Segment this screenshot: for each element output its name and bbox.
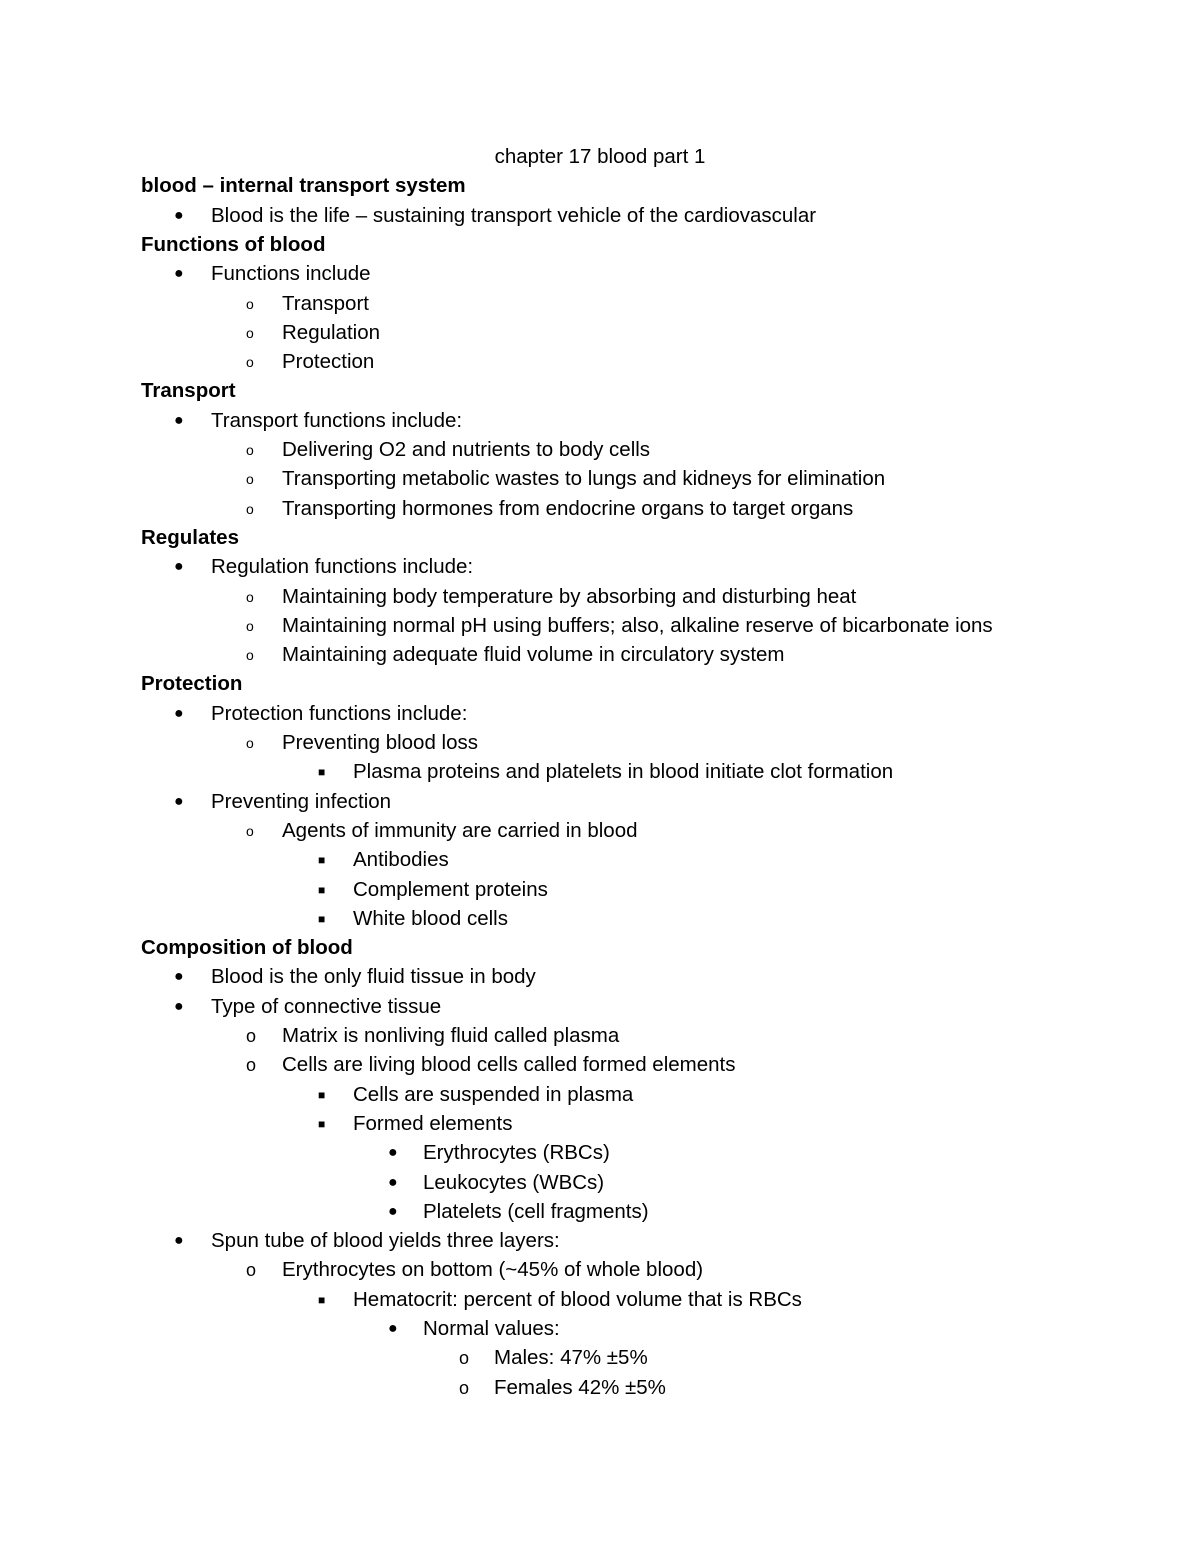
- ring-bullet-icon: o: [246, 324, 254, 341]
- list-item: [0, 1050, 1200, 1080]
- heading-text: Transport: [141, 379, 236, 403]
- list-item: [0, 552, 1200, 582]
- item-text: Delivering O2 and nutrients to body cells: [282, 438, 651, 461]
- list-item: [0, 435, 1200, 465]
- heading-text: Regulates: [141, 525, 239, 549]
- dot-bullet-icon: ●: [174, 1232, 184, 1250]
- list-item: [0, 640, 1200, 670]
- item-text: Plasma proteins and platelets in blood initiate clot formation: [353, 760, 894, 784]
- list-item: [0, 1197, 1200, 1227]
- item-text: Agents of immunity are carried in blood: [282, 818, 638, 842]
- list-item: [0, 787, 1200, 817]
- item-text: Males: 47% ±5%: [494, 1346, 648, 1370]
- item-text: White blood cells: [353, 906, 508, 930]
- dot-bullet-icon: ●: [174, 968, 184, 986]
- list-item: [0, 289, 1200, 319]
- list-item: [0, 1168, 1200, 1198]
- list-item: [0, 611, 1200, 641]
- square-bullet-icon: ■: [318, 1292, 326, 1307]
- ring-bullet-icon: o: [246, 735, 254, 751]
- item-text: Preventing infection: [211, 789, 392, 813]
- ring-bullet-icon: o: [246, 822, 254, 839]
- section-heading: [0, 230, 1200, 260]
- list-item: [0, 1138, 1200, 1168]
- square-bullet-icon: ■: [318, 882, 326, 897]
- square-bullet-icon: ■: [318, 911, 326, 926]
- dot-bullet-icon: ●: [388, 1202, 398, 1220]
- list-item: [0, 992, 1200, 1022]
- item-text: Normal values:: [423, 1317, 560, 1340]
- list-item: [0, 757, 1200, 787]
- dot-bullet-icon: ●: [388, 1320, 398, 1337]
- list-item: [0, 1373, 1200, 1403]
- list-item: [0, 582, 1200, 612]
- list-item: [0, 1226, 1200, 1256]
- square-bullet-icon: ■: [318, 1087, 326, 1102]
- square-bullet-icon: ■: [318, 765, 326, 780]
- dot-bullet-icon: ●: [174, 558, 184, 576]
- ring-bullet-icon: o: [246, 647, 254, 664]
- dot-bullet-icon: ●: [174, 792, 184, 810]
- dot-bullet-icon: ●: [174, 206, 184, 224]
- list-item: [0, 201, 1200, 231]
- o-bullet-icon: o: [246, 1055, 257, 1076]
- section-heading: [0, 523, 1200, 553]
- section-heading: [0, 376, 1200, 406]
- list-item: [0, 406, 1200, 436]
- item-text: Protection: [282, 350, 375, 374]
- item-text: Cells are suspended in plasma: [353, 1082, 634, 1106]
- list-item: [0, 1109, 1200, 1139]
- item-text: Hematocrit: percent of blood volume that is RBCs: [353, 1287, 802, 1311]
- list-item: [0, 904, 1200, 934]
- dot-bullet-icon: ●: [174, 704, 184, 722]
- list-item: [0, 318, 1200, 348]
- o-bullet-icon: o: [459, 1377, 470, 1398]
- heading-text: Composition of blood: [141, 936, 353, 960]
- o-bullet-icon: o: [459, 1348, 470, 1369]
- item-text: Platelets (cell fragments): [423, 1199, 649, 1223]
- page-title: chapter 17 blood part 1: [494, 145, 706, 168]
- item-text: Blood is the life – sustaining transport vehicle of the cardiovascular: [211, 203, 817, 227]
- list-item: [0, 464, 1200, 494]
- item-text: Transporting hormones from endocrine organs to target organs: [282, 496, 854, 520]
- o-bullet-icon: o: [246, 1026, 257, 1046]
- list-item: [0, 1021, 1200, 1051]
- section-heading: [0, 933, 1200, 963]
- item-text: Transport: [282, 291, 369, 315]
- ring-bullet-icon: o: [246, 617, 254, 634]
- heading-text: Functions of blood: [141, 232, 326, 256]
- item-text: Leukocytes (WBCs): [423, 1170, 605, 1194]
- heading-text: blood – internal transport system: [141, 174, 466, 198]
- dot-bullet-icon: ●: [174, 265, 184, 283]
- list-item: [0, 962, 1200, 992]
- ring-bullet-icon: o: [246, 442, 254, 458]
- list-item: [0, 1314, 1200, 1344]
- item-text: Erythrocytes on bottom (~45% of whole blood): [282, 1258, 704, 1282]
- item-text: Maintaining adequate fluid volume in circulatory system: [282, 643, 785, 667]
- square-bullet-icon: ■: [318, 853, 326, 868]
- item-text: Regulation: [282, 320, 381, 344]
- list-item: [0, 347, 1200, 377]
- list-item: [0, 1285, 1200, 1315]
- list-item: [0, 699, 1200, 729]
- item-text: Maintaining normal pH using buffers; also, alkaline reserve of bicarbonate ions: [282, 613, 993, 637]
- item-text: Blood is the only fluid tissue in body: [211, 965, 536, 989]
- ring-bullet-icon: o: [246, 295, 254, 312]
- item-text: Matrix is nonliving fluid called plasma: [282, 1024, 620, 1047]
- item-text: Transport functions include:: [211, 408, 463, 432]
- ring-bullet-icon: o: [246, 588, 254, 605]
- item-text: Spun tube of blood yields three layers:: [211, 1229, 560, 1253]
- o-bullet-icon: o: [246, 1260, 257, 1281]
- ring-bullet-icon: o: [246, 354, 254, 371]
- square-bullet-icon: ■: [318, 1116, 326, 1131]
- list-item: [0, 875, 1200, 905]
- item-text: Complement proteins: [353, 877, 548, 901]
- list-item: [0, 845, 1200, 875]
- list-item: [0, 728, 1200, 758]
- dot-bullet-icon: ●: [174, 997, 184, 1015]
- item-text: Type of connective tissue: [211, 994, 442, 1018]
- item-text: Maintaining body temperature by absorbing and disturbing heat: [282, 584, 857, 608]
- dot-bullet-icon: ●: [174, 411, 184, 429]
- item-text: Formed elements: [353, 1111, 513, 1135]
- item-text: Regulation functions include:: [211, 555, 474, 579]
- item-text: Females 42% ±5%: [494, 1375, 666, 1399]
- list-item: [0, 494, 1200, 524]
- list-item: [0, 1255, 1200, 1285]
- item-text: Protection functions include:: [211, 701, 468, 725]
- list-item: [0, 1080, 1200, 1110]
- item-text: Cells are living blood cells called formed elements: [282, 1053, 736, 1077]
- item-text: Preventing blood loss: [282, 731, 479, 754]
- ring-bullet-icon: o: [246, 471, 254, 488]
- dot-bullet-icon: ●: [388, 1173, 398, 1191]
- section-heading: [0, 669, 1200, 699]
- list-item: [0, 1343, 1200, 1373]
- list-item: [0, 816, 1200, 846]
- heading-text: Protection: [141, 672, 243, 696]
- ring-bullet-icon: o: [246, 500, 254, 517]
- item-text: Erythrocytes (RBCs): [423, 1141, 610, 1165]
- item-text: Functions include: [211, 262, 371, 286]
- item-text: Transporting metabolic wastes to lungs and kidneys for elimination: [282, 467, 886, 491]
- dot-bullet-icon: ●: [388, 1144, 398, 1162]
- section-heading: [0, 171, 1200, 201]
- item-text: Antibodies: [353, 848, 449, 872]
- list-item: [0, 259, 1200, 289]
